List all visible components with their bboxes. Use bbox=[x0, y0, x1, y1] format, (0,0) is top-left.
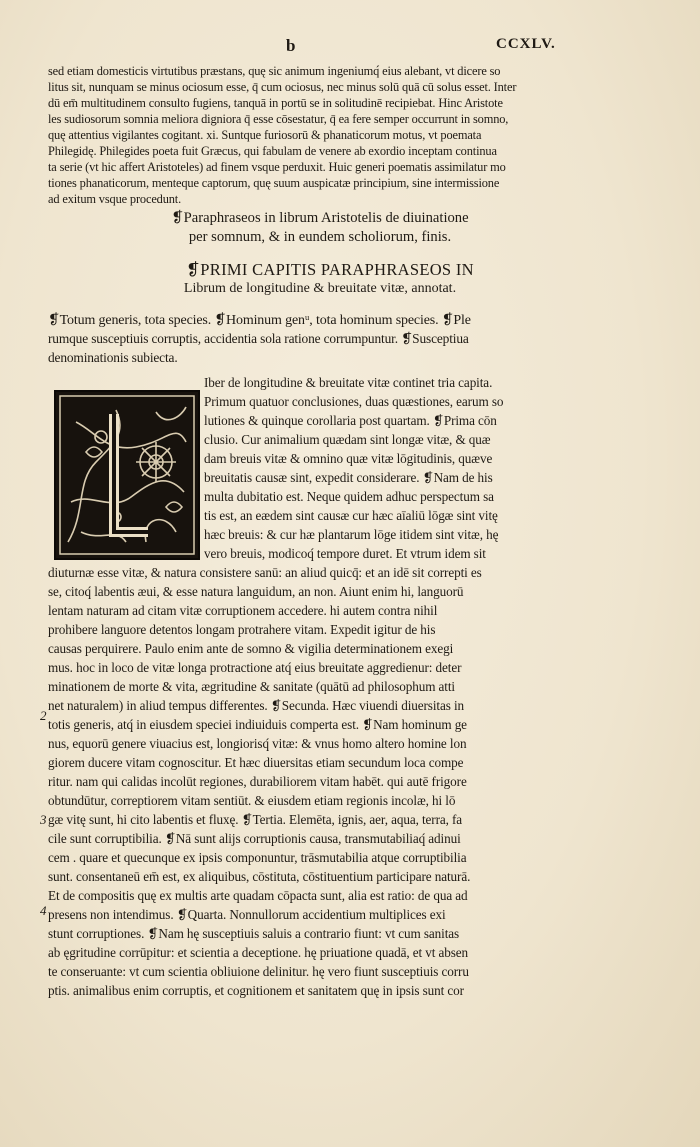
text-line: Et de compositis quę ex multis arte quadam cōpacta sunt, alia est ratio: de qua ad bbox=[48, 888, 468, 903]
floral-initial-icon bbox=[56, 392, 198, 558]
text-line: gæ vitę sunt, hi cito labentis et fluxę. ❡Tertia. Elemēta, ignis, aer, aqua, terra, fa bbox=[48, 812, 463, 827]
text-line: ritur. nam qui calidas incolūt regiones, durabiliorem vitam habēt. qui autē frigore bbox=[48, 774, 467, 789]
text-line: mus. hoc in loco de vitæ longa protractione atq́ eius breuitate aggredienur: deter bbox=[48, 660, 462, 675]
text-line: Primum quatuor conclusiones, duas quæstiones, earum so bbox=[204, 394, 504, 409]
text-line: breuitatis causæ sint, expedit considerare. ❡Nam de his bbox=[204, 470, 493, 485]
text-line: lentam naturam ad citam vitæ corruptionem accedere. hi autem contra nihil bbox=[48, 603, 438, 618]
text-line: hæc breuis: & cur hæ plantarum lōge itidem sint vitæ, hę bbox=[204, 527, 499, 542]
annotation-line: denominationis subiecta. bbox=[48, 350, 178, 365]
text-line: obtundūtur, correptiorem vitam sentiūt. & eiusdem etiam regionis incolæ, hi lō bbox=[48, 793, 456, 808]
chapter-title-line: ❡PRIMI CAPITIS PARAPHRASEOS IN bbox=[186, 260, 474, 279]
annotation-line: ❡Totum generis, tota species. ❡Hominum genᵘ, tota hominum species. ❡Ple bbox=[48, 313, 471, 328]
text-line: litus sit, nunquam se minus ociosum esse, q̄ cum ociosus, nec minus solū quā cū solus esset. Inter bbox=[48, 80, 517, 94]
chapter-subtitle: Librum de longitudine & breuitate vitæ, annotat. bbox=[183, 281, 457, 296]
text-line: presens non intendimus. ❡Quarta. Nonnullorum accidentium multiplices exi bbox=[48, 907, 446, 922]
text-line: dū em̄ multitudinem consulto fugiens, tanquā in portū se in solitudinē recipiebat. Hinc Aristote bbox=[48, 96, 503, 110]
closing-title-line: ❡Paraphraseos in librum Aristotelis de diuinatione bbox=[171, 210, 469, 226]
margin-number: 4 bbox=[40, 903, 47, 918]
annotation-line: rumque susceptiuis corruptis, accidentia sola ratione corrumpuntur. ❡Susceptiua bbox=[48, 331, 469, 346]
closing-title-line: per somnum, & in eundem scholiorum, finis. bbox=[188, 229, 452, 245]
folio-number: CCXLV. bbox=[496, 36, 556, 52]
signature-mark: b bbox=[286, 36, 296, 55]
text-line: nus, equorū genere viuacius est, longiorisq́ vitæ: & vnus homo altero homine lon bbox=[48, 736, 467, 751]
text-line: te conseruante: vt cum scientia obliuione delinitur. hę vero fiunt susceptiuis corru bbox=[48, 964, 469, 979]
text-line: Philegidę. Philegides poeta fuit Græcus, qui fabulam de venere ab exordio inceptam continua bbox=[48, 144, 497, 158]
text-line: tis est, an eædem sint causæ cur hæc aīaliū lōgæ sint vitę bbox=[204, 508, 498, 523]
text-line: ta serie (vt hic affert Aristoteles) ad finem vsque perduxit. Huic generi poematis assimilatur mo bbox=[48, 160, 506, 174]
margin-number: 2 bbox=[40, 708, 47, 723]
margin-number: 3 bbox=[40, 812, 47, 827]
text-line: quę attentius vigilantes cogitant. xi. Suntque furiosorū & phanaticorum motus, vt poemata bbox=[48, 128, 482, 142]
text-line: dam breuis vitæ & omnino quæ vitæ lōgitudinis, quæve bbox=[204, 451, 493, 466]
text-line: vero breuis, modicoq́ tempore duret. Et vtrum idem sit bbox=[204, 546, 486, 561]
text-line: totis generis, atq́ in eiusdem speciei indiuiduis comperta est. ❡Nam hominum ge bbox=[48, 717, 467, 732]
text-line: ab ęgritudine corrūpitur: et scientia a deceptione. hę priuatione quadā, et vt absen bbox=[48, 945, 469, 960]
decorated-initial-L bbox=[54, 390, 200, 560]
text-line: diuturnæ esse vitæ, & natura consistere sanū: an aliud quicq̄: et an idē sit correpti es bbox=[48, 565, 482, 580]
text-line: lutiones & quinque corollaria post quartam. ❡Prima cōn bbox=[204, 413, 497, 428]
text-line: stunt corruptiones. ❡Nam hę susceptiuis saluis a contrario fiunt: vt cum sanitas bbox=[48, 926, 460, 941]
text-line: net naturalem) in aliud tempus differentes. ❡Secunda. Hæc viuendi diuersitas in bbox=[48, 698, 465, 713]
text-line: cem . quare et quecunque ex ipsis componuntur, trāsmutabilia atque corruptibilia bbox=[48, 850, 467, 865]
text-line: clusio. Cur animalium quædam sint longæ vitæ, & quæ bbox=[204, 432, 491, 447]
text-line: se, citoq́ labentis æui, & esse natura languidum, an non. Aiunt enim hi, languorū bbox=[48, 584, 464, 599]
text-line: cile sunt corruptibilia. ❡Nā sunt alijs corruptionis causa, transmutabiliaq́ adinui bbox=[48, 831, 461, 846]
text-line: prohibere languore detentos longam protrahere vitam. Expedit igitur de his bbox=[48, 622, 436, 637]
text-line: sunt. consentaneū em̄ est, ex aliquibus, cōstituta, cōstituentium participare naturā. bbox=[48, 869, 471, 884]
text-line: ad exitum vsque procedunt. bbox=[48, 192, 182, 206]
text-line: causas perquirere. Paulo enim ante de somno & vigilia determinationem exegi bbox=[48, 641, 454, 656]
text-line: ptis. animalibus enim corruptis, et cognitionem et sanitatem quę in ipsis sunt cor bbox=[48, 983, 464, 998]
text-line: les sudiosorum somnia meliora digniora q̄ esse cōsestatur, q̄ ea fere semper occurrunt in somno, bbox=[48, 112, 509, 126]
text-line: minationem de morte & vita, ægritudine & sanitate (quātū ad philosophum atti bbox=[48, 679, 455, 694]
text-line: multa dubitatio est. Neque quidem adhuc perspectum sa bbox=[204, 489, 494, 504]
text-line: tiones phanaticorum, menteque captorum, quę suum auspicatæ principium, sine intermissione bbox=[48, 176, 500, 190]
text-line: Iber de longitudine & breuitate vitæ continet tria capita. bbox=[204, 375, 493, 390]
text-line: giorem ducere vitam cognoscitur. Et hæc diuersitas etiam secundum loca compe bbox=[48, 755, 464, 770]
text-line: sed etiam domesticis virtutibus præstans, quę sic animum ingeniumq́ eius alebant, vt dicere so bbox=[48, 64, 501, 78]
